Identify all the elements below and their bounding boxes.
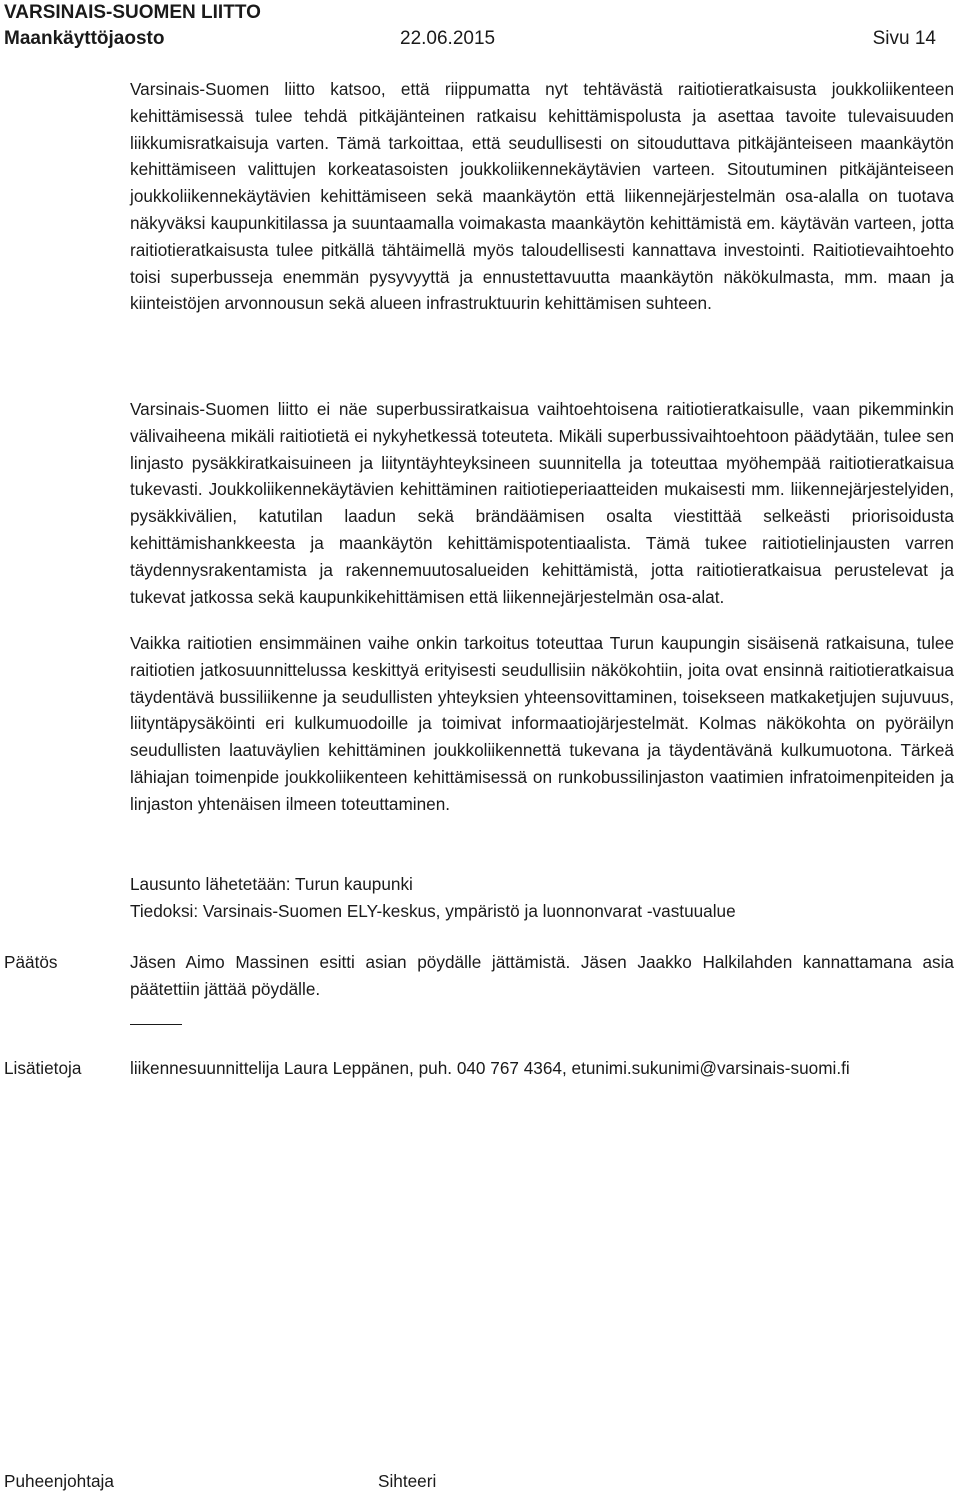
org-title: VARSINAIS-SUOMEN LIITTO [4, 2, 261, 23]
document-date: 22.06.2015 [400, 28, 496, 49]
footer-chair: Puheenjohtaja [4, 1471, 114, 1491]
footer-secretary: Sihteeri [378, 1471, 437, 1491]
additional-info-text: liikennesuunnittelija Laura Leppänen, puh. 040 767 4364, etunimi.sukunimi@varsinais-suomi.fi [130, 1058, 850, 1078]
paragraph-3: Vaikka raitiotien ensimmäinen vaihe onkin tarkoitus toteuttaa Turun kaupungin sisäisenä ratkaisuna, tulee raitiotien jatkosuunnittelussa keskittyä erityisesti seudullisiin näkökohtiin, joita ovat ensinnä raitiotieratkaisua täydentävä bussiliikenne ja seudullisten yhteyksien yhteensovittaminen, toisekseen matkaketjujen sujuvuus, liityntäpysäköinti eri kulkumuodoille ja toimivat informaatiojärjestelmät. Kolmas näkökohta on pyöräilyn seudullisten laatuväylien kehittäminen joukkoliikennettä tukevana ja täydentävänä kulkumuotona. Tärkeä lähiajan toimenpide joukkoliikenteen kehittämisessä on runkobussilinjaston vaatimien infratoimenpiteiden ja linjaston yhtenäisen ilmeen toteuttaminen. [130, 633, 954, 814]
additional-info-label: Lisätietoja [4, 1058, 82, 1078]
decision-label: Päätös [4, 952, 58, 972]
paragraph-2: Varsinais-Suomen liitto ei näe superbussiratkaisua vaihtoehtoisena raitiotieratkaisulle, vaan pikemminkin välivaiheena mikäli raitiotietä ei nykyhetkessä toteuteta. Mikäli superbussivaihtoehtoon päädytään, tulee sen linjasto pysäkkiratkaisuineen ja liityntäyhteyksineen suunnitella ja toteuttaa myöhempää raitiotieratkaisua tukevasti. Joukkoliikennekäytävien kehittäminen raitiotieperiaatteiden mukaisesti mm. liikennejärjestelyiden, pysäkkivälien, katutilan laadun sekä brändäämisen osalta viestittää selkeästi priorisoidusta kehittämishankkeesta ja maankäytön kehittämispotentiaalista. Tämä tukee raitiotielinjausten varren täydennysrakentamista ja rakennemuutosalueiden kehittämistä, jotta raitiotieratkaisua perustelevat ja tukevat jatkossa sekä kaupunkikehittämisen että liikennejärjestelmän osa-alat. [130, 399, 954, 607]
page-number: Sivu 14 [872, 28, 936, 49]
decision-text: Jäsen Aimo Massinen esitti asian pöydälle jättämistä. Jäsen Jaakko Halkilahden kannattamana asia päätettiin jättää pöydälle. [130, 952, 954, 999]
separator-rule [130, 1024, 182, 1025]
sent-to-line: Lausunto lähetetään: Turun kaupunki [130, 874, 413, 894]
header-row [4, 28, 958, 52]
cc-line: Tiedoksi: Varsinais-Suomen ELY-keskus, ympäristö ja luonnonvarat -vastuualue [130, 901, 736, 921]
committee-name: Maankäyttöjaosto [4, 28, 165, 49]
paragraph-1: Varsinais-Suomen liitto katsoo, että riippumatta nyt tehtävästä raitiotieratkaisusta joukkoliikenteen kehittämisessä tulee tehdä pitkäjänteinen ratkaisu kehittämispolusta ja asettaa tavoite tulevaisuuden liikkumisratkaisuja varten. Tämä tarkoittaa, että seudullisesti on sitouduttava pitkäjänteiseen maankäytön kehittämiseen valittujen korkeatasoisten joukkoliikennekäytävien varteen. Sitoutuminen pitkäjänteiseen joukkoliikennekäytävien kehittämiseen sekä maankäytön että liikennejärjestelmän osa-alalla on tuotava näkyväksi kaupunkitilassa ja suuntaamalla voimakasta maankäytön kehittämistä em. käytävän varteen, jotta raitiotieratkaisusta tulee pitkällä tähtäimellä myös taloudellisesti kannattava investointi. Raitiotievaihtoehto toisi superbusseja enemmän pysyvyyttä ja ennustettavuutta maankäytön näkökulmasta, mm. maan ja kiinteistöjen arvonnousun sekä alueen infrastruktuurin kehittämisen suhteen. [130, 79, 954, 314]
